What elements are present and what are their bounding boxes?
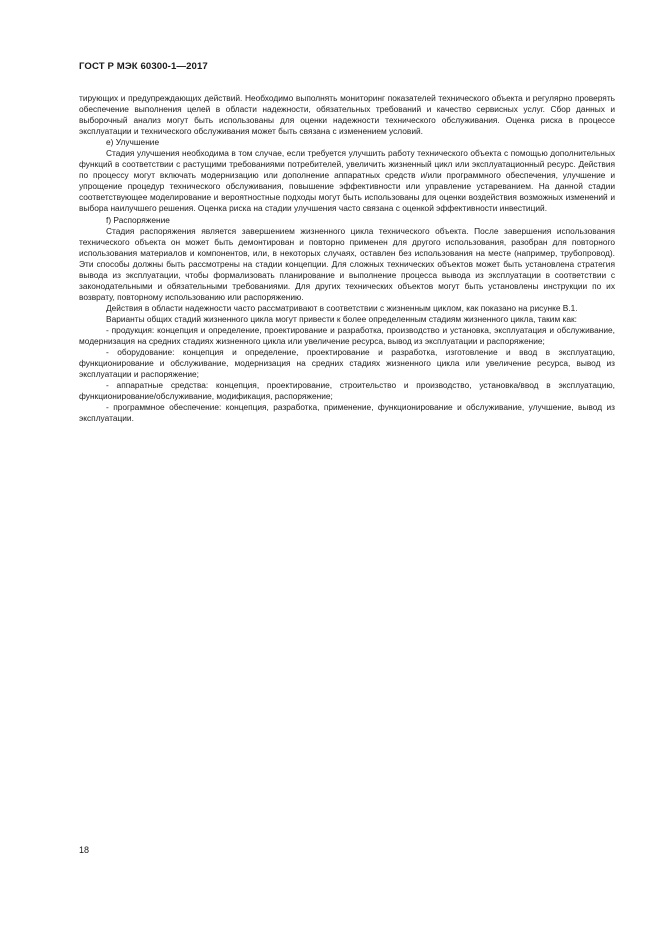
list-item-software: - программное обеспечение: концепция, разработка, применение, функционирование и обслуживание, улучшение, вывод из эксплуатации. [79,402,615,424]
document-header: ГОСТ Р МЭК 60300-1—2017 [79,61,208,72]
paragraph-lifecycle-reference: Действия в области надежности часто рассматривают в соответствии с жизненным циклом, как показано на рисунке В.1. [106,302,578,313]
paragraph-improvement: Стадия улучшения необходима в том случае, если требуется улучшить работу технического объекта с помощью дополнительных функций в соответствии с растущими требованиями потребителей, увеличить жизненный цикл или эксплуатационный ресурс. Действия по процессу могут включать модернизацию или дополнение аппаратных средств и/или программного обеспечения, улучшение и упрощение процедур технического обслуживания, повышение эффективности или управление устареванием. На данной стадии соответствующее моделирование и вероятностные подходы могут быть использованы для оценки воздействия возможных изменений и выбора наилучшего решения. Оценка риска на стадии улучшения часто связана с оценкой эффективности инвестиций. [79,148,615,214]
document-body [79,93,615,424]
paragraph-lifecycle-variants: Варианты общих стадий жизненного цикла могут привести к более определенным стадиям жизненного цикла, таким как: [106,313,577,324]
list-item-products: - продукция: концепция и определение, проектирование и разработка, производство и установка, эксплуатация и обслуживание, модернизация на средних стадиях жизненного цикла или увеличение ресурса, вывод из эксплуатации и распоряжение; [79,324,615,347]
paragraph-disposal: Стадия распоряжения является завершением жизненного цикла технического объекта. После завершения использования технического объекта он может быть демонтирован и повторно применен для другого использования, разобран для повторного использования материалов и компонентов, или, в некоторых случаях, оставлен без использования на месте (например, трубопровод). Эти способы должны быть рассмотрены на стадии концепции. Для сложных технических объектов может быть установлена стратегия вывода из эксплуатации, чтобы формализовать планирование и выполнение процесса вывода из эксплуатации в соответствии с законодательными и обязательными требованиями. Для других технических объектов могут быть установлены инструкции по их возврату, повторному использованию или распоряжению. [79,225,615,302]
section-heading-improvement: e) Улучшение [106,137,160,148]
paragraph-continuation: тирующих и предупреждающих действий. Необходимо выполнять мониторинг показателей технического объекта и регулярно проверять обеспечение выполнения целей в области надежности, обязательных требований и качество сервисных услуг. Сбор данных и выборочный анализ могут быть использованы для оценки надежности технического обслуживания. Оценка риска в процессе эксплуатации и технического обслуживания может быть связана с изменением условий. [79,93,615,137]
list-item-hardware: - аппаратные средства: концепция, проектирование, строительство и производство, установка/ввод в эксплуатацию, функционирование/обслуживание, модификация, распоряжение; [79,380,615,402]
list-item-equipment: - оборудование: концепция и определение, проектирование и разработка, изготовление и ввод в эксплуатацию, функционирование и обслуживание, модернизация на средних стадиях жизненного цикла или увеличение ресурса, вывод из эксплуатации и распоряжение; [79,347,615,380]
section-heading-disposal: f) Распоряжение [106,214,170,225]
page-number: 18 [79,845,90,855]
